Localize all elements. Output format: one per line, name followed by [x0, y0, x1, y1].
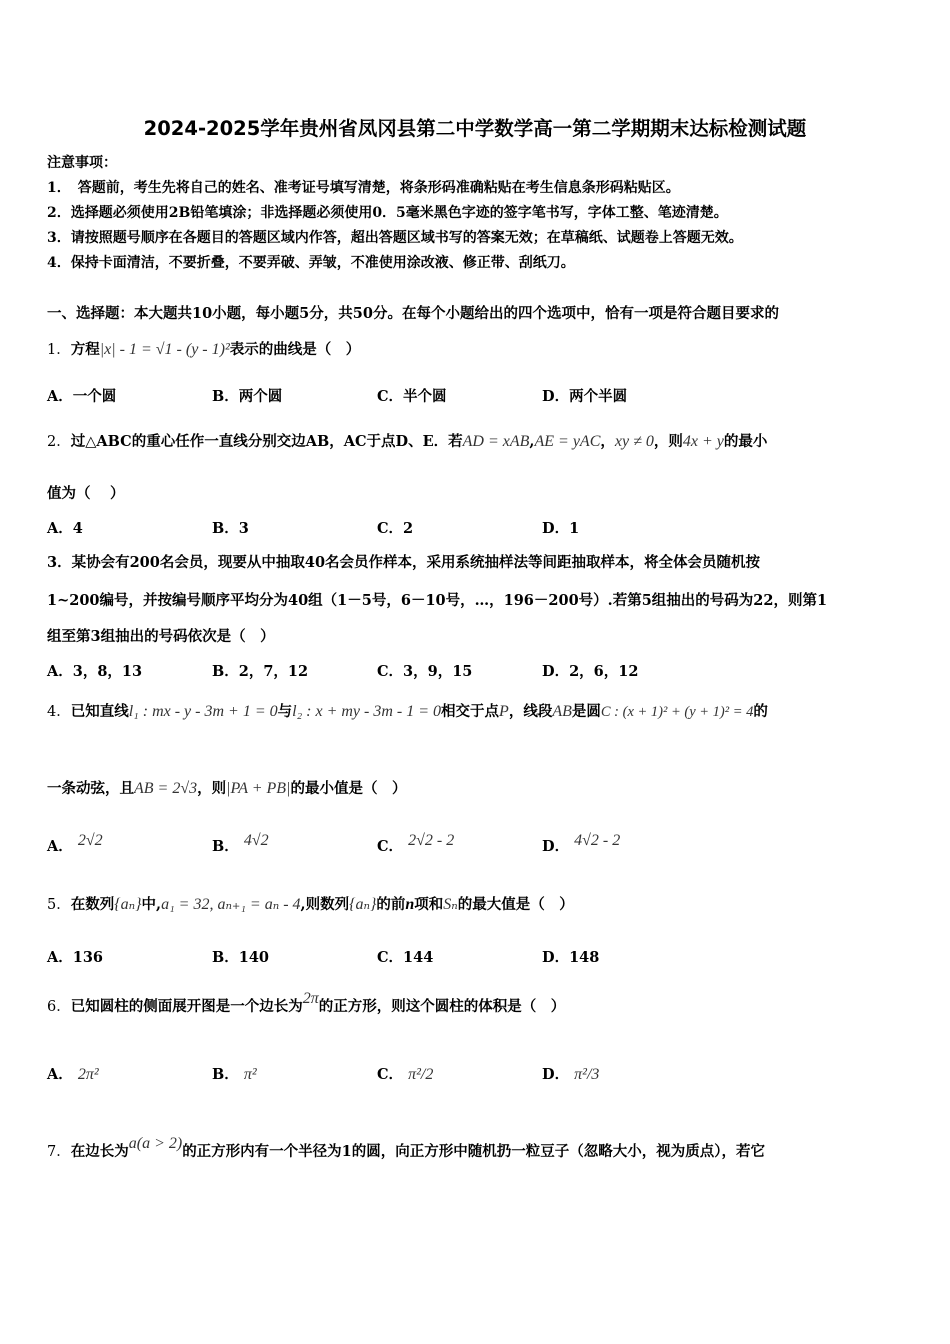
formula: a₁ = 32, aₙ₊₁ = aₙ - 4 — [161, 896, 301, 913]
question-number: 6． — [47, 999, 71, 1015]
question-text: 是圆 — [571, 703, 601, 720]
question-text: 在边长为 — [70, 1143, 129, 1160]
option-c: C．2 — [377, 520, 414, 537]
formula: π²/2 — [408, 1066, 434, 1083]
option-d — [542, 1063, 599, 1084]
formula: xy ≠ 0 — [614, 433, 654, 450]
option-a: A．136 — [47, 949, 104, 966]
section-heading: 一、选择题：本大题共10小题，每小题5分，共50分。在每个小题给出的四个选项中，恰有一项是符合题目要求的 — [47, 305, 779, 322]
option-label: D． — [542, 1066, 570, 1083]
formula: C : (x + 1)² + (y + 1)² = 4 — [600, 704, 754, 720]
question-text: 的最小 — [723, 433, 768, 450]
formula: 2π — [302, 990, 319, 1007]
question-text: 已知直线 — [70, 703, 129, 720]
question-6 — [47, 990, 565, 1016]
formula: l₂ : x + my - 3m - 1 = 0 — [292, 703, 442, 720]
option-b: B．两个圆 — [212, 388, 283, 405]
question-text: 的最大值是（ ） — [457, 896, 574, 913]
formula: P — [499, 703, 509, 720]
question-text: 的 — [753, 703, 768, 720]
option-c — [377, 1063, 433, 1084]
question-text: 的正方形，则这个圆柱的体积是（ ） — [318, 998, 566, 1015]
question-text: ,则数列 — [300, 896, 350, 913]
question-5 — [47, 893, 574, 914]
question-text: 在数列 — [70, 896, 115, 913]
question-text: 已知圆柱的侧面展开图是一个边长为 — [70, 998, 303, 1015]
question-text — [47, 777, 406, 798]
question-7 — [47, 1135, 765, 1161]
note-item: 3．请按照题号顺序在各题目的答题区域内作答，超出答题区域书写的答案无效；在草稿纸、试题卷上答题无效。 — [47, 230, 743, 246]
question-text: 中, — [141, 896, 162, 913]
option-c — [377, 832, 454, 856]
page-title: 2024-2025学年贵州省凤冈县第二中学数学高一第二学期期末达标检测试题 — [143, 117, 807, 140]
question-text: 组至第3组抽出的号码依次是（ ） — [47, 628, 275, 645]
question-1 — [47, 338, 360, 359]
option-b: B．140 — [212, 949, 270, 966]
formula: {aₙ} — [349, 896, 377, 913]
formula: |PA + PB| — [226, 780, 291, 797]
question-text: 1~200编号，并按编号顺序平均分为40组（1－5号，6－10号，…，196－200号）.若第5组抽出的号码为22，则第1 — [47, 592, 828, 609]
option-b — [212, 1063, 257, 1084]
option-d — [542, 832, 620, 856]
option-label: A． — [47, 838, 73, 855]
question-number: 4． — [47, 704, 71, 720]
formula: 4√2 — [243, 832, 269, 849]
note-item: 2．选择题必须使用2B铅笔填涂；非选择题必须使用0．5毫米黑色字迹的签字笔书写，字体工整、笔迹清楚。 — [47, 205, 728, 221]
question-text: 表示的曲线是（ ） — [229, 341, 361, 358]
question-3: 3．某协会有200名会员，现要从中抽取40名会员作样本，采用系统抽样法等间距抽取样本，将全体会员随机按 — [47, 554, 761, 571]
option-b — [212, 832, 269, 856]
note-item: 1． 答题前，考生先将自己的姓名、准考证号填写清楚，将条形码准确粘贴在考生信息条形码粘贴区。 — [47, 180, 680, 196]
notes-heading: 注意事项： — [47, 155, 117, 171]
formula: AB — [552, 703, 572, 720]
option-c: C．3，9，15 — [377, 663, 473, 680]
option-a: A．一个圆 — [47, 388, 117, 405]
option-d: D．两个半圆 — [542, 388, 628, 405]
formula: n — [405, 896, 415, 913]
question-text: ，则 — [197, 780, 227, 797]
question-text: 过△ABC的重心任作一直线分别交边AB，AC于点D、E．若 — [70, 433, 463, 450]
option-d: D．2，6，12 — [542, 663, 639, 680]
question-text: 项和 — [414, 896, 444, 913]
question-2: 2．过△ABC的重心任作一直线分别交边AB，AC于点D、E．若AD = xAB,AE = yAC，xy ≠ 0，则4x + y的最小 — [47, 433, 768, 450]
option-c: C．144 — [377, 949, 434, 966]
option-label: D． — [542, 838, 570, 855]
option-a: A．4 — [47, 520, 83, 537]
option-b: B．2，7，12 — [212, 663, 309, 680]
formula: a(a > 2) — [128, 1135, 183, 1152]
question-number: 7． — [47, 1144, 71, 1160]
formula: {aₙ} — [114, 896, 142, 913]
question-text: 的正方形内有一个半径为1的圆，向正方形中随机扔一粒豆子（忽略大小，视为质点），若它 — [182, 1143, 766, 1160]
formula: π²/3 — [574, 1066, 600, 1083]
question-text: 的最小值是（ ） — [290, 780, 407, 797]
formula: l₁ : mx - y - 3m + 1 = 0 — [128, 703, 278, 720]
question-text: 一条动弦，且 — [47, 780, 134, 797]
option-d: D．1 — [542, 520, 580, 537]
question-number: 2． — [47, 434, 71, 450]
formula: 2√2 — [77, 832, 103, 849]
formula: |x| - 1 = √1 - (y - 1)² — [99, 341, 230, 358]
option-label: B． — [212, 1066, 239, 1083]
question-number: 5． — [47, 897, 71, 913]
question-text: 的前 — [376, 896, 406, 913]
option-a: A．3，8，13 — [47, 663, 143, 680]
option-c: C．半个圆 — [377, 388, 447, 405]
option-a — [47, 1063, 99, 1084]
formula: Sₙ — [443, 896, 458, 913]
question-text: 值为（ ） — [47, 485, 125, 502]
question-text: 与 — [277, 703, 293, 720]
option-label: C． — [377, 1066, 404, 1083]
option-b: B．3 — [212, 520, 249, 537]
option-a — [47, 832, 103, 856]
option-label: C． — [377, 838, 404, 855]
option-d: D．148 — [542, 949, 600, 966]
note-item: 4．保持卡面清洁，不要折叠，不要弄破、弄皱，不准使用涂改液、修正带、刮纸刀。 — [47, 255, 575, 271]
formula: 2π² — [77, 1066, 99, 1083]
question-text: 相交于点 — [441, 703, 500, 720]
formula: 4x + y — [682, 433, 724, 450]
option-label: A． — [47, 1066, 73, 1083]
question-text: ，线段 — [508, 703, 553, 720]
option-label: B． — [212, 838, 239, 855]
formula: 2√2 - 2 — [408, 832, 455, 849]
formula: AD = xAB — [462, 433, 530, 450]
question-text: ，则 — [653, 433, 683, 450]
formula: π² — [243, 1066, 257, 1083]
formula: AB = 2√3 — [134, 780, 198, 797]
question-4 — [47, 700, 768, 721]
question-text: 方程 — [70, 341, 100, 358]
question-number: 1． — [47, 342, 71, 358]
formula: AE = yAC — [534, 433, 601, 450]
formula: 4√2 - 2 — [574, 832, 621, 849]
